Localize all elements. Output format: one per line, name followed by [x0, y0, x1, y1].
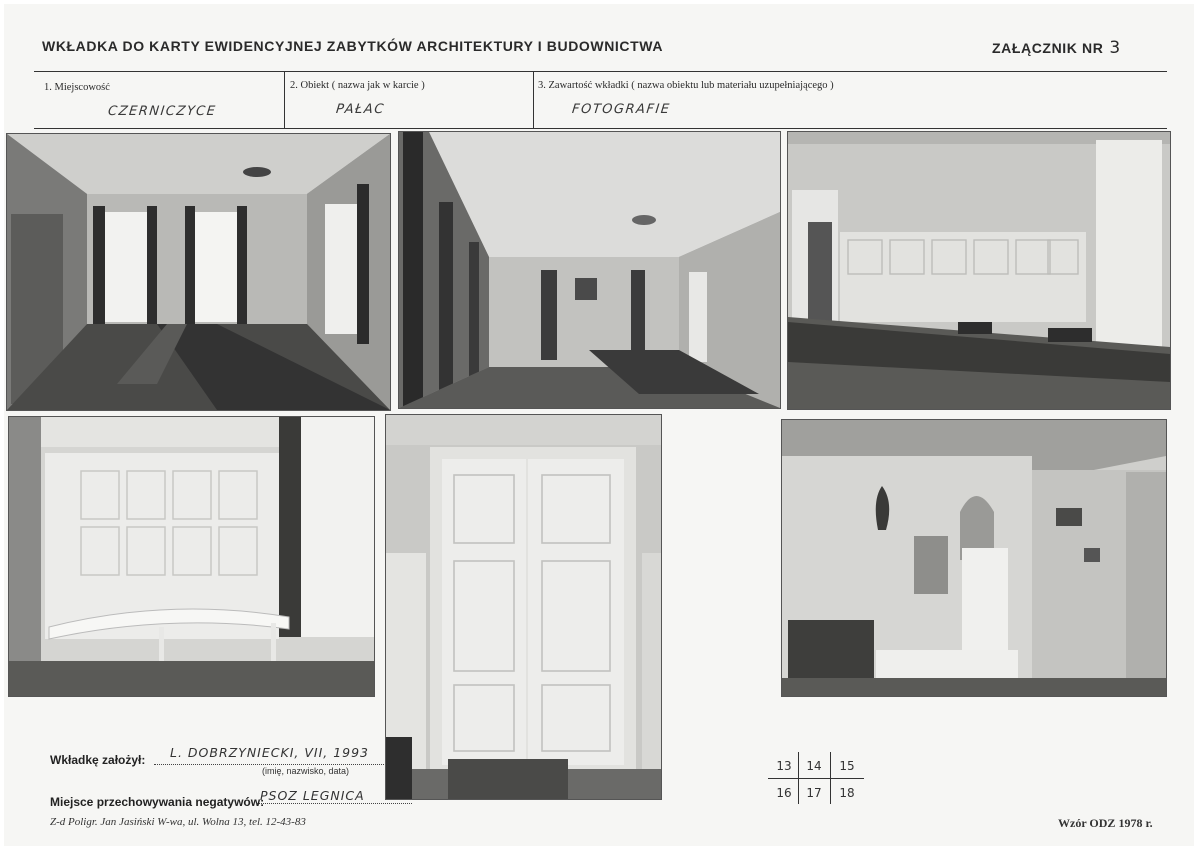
attachment-number-value: 3: [1109, 38, 1121, 58]
negatives-label: Miejsce przechowywania negatywów:: [50, 795, 265, 809]
grid-divider: [830, 752, 831, 804]
photo-room-ceiling: [398, 131, 781, 409]
photo-hall-long-table: [6, 133, 391, 411]
form-title: WKŁADKA DO KARTY EWIDENCYJNEJ ZABYTKÓW ARCHITEKTURY I BUDOWNICTWA: [42, 38, 664, 54]
photo-double-door: [385, 414, 662, 800]
object-label: 2. Obiekt ( nazwa jak w karcie ): [290, 80, 425, 91]
attachment-label: ZAŁĄCZNIK NR: [992, 40, 1104, 56]
founder-dotted-line: [154, 764, 384, 765]
grid-rule: [768, 778, 864, 779]
attachment-number: [992, 38, 1121, 58]
locality-value: CZERNICZYCE: [107, 104, 218, 119]
form-template-id: Wzór ODZ 1978 r.: [1058, 816, 1153, 830]
photo-number: 18: [839, 786, 855, 800]
photo-number: 14: [806, 759, 822, 773]
object-value: PAŁAC: [335, 102, 386, 117]
locality-label: 1. Miejscowość: [44, 82, 110, 93]
founder-label: Wkładkę założył:: [50, 753, 146, 767]
photo-paneled-wall: [787, 131, 1171, 410]
column-divider: [284, 72, 285, 128]
table-bottom-rule: [34, 128, 1167, 129]
negatives-dotted-line: [256, 803, 412, 804]
negatives-value: PSOZ LEGNICA: [260, 788, 365, 803]
table-top-rule: [34, 71, 1167, 72]
founder-hint: (imię, nazwisko, data): [262, 766, 350, 776]
photo-number: 17: [806, 786, 822, 800]
content-value: FOTOGRAFIE: [571, 102, 672, 117]
photo-number: 15: [839, 759, 855, 773]
column-divider: [533, 72, 534, 128]
photo-number: 16: [776, 786, 792, 800]
printer-imprint: Z-d Poligr. Jan Jasiński W-wa, ul. Wolna 13, tel. 12-43-83: [50, 816, 306, 828]
grid-divider: [798, 752, 799, 804]
content-label: 3. Zawartość wkładki ( nazwa obiektu lub materiału uzupełniającego ): [538, 80, 834, 91]
photo-alcove-bench: [8, 416, 375, 697]
founder-value: L. DOBRZYNIECKI, VII, 1993: [170, 745, 370, 760]
photo-number: 13: [776, 759, 792, 773]
photo-office-cabinet: [781, 419, 1167, 697]
